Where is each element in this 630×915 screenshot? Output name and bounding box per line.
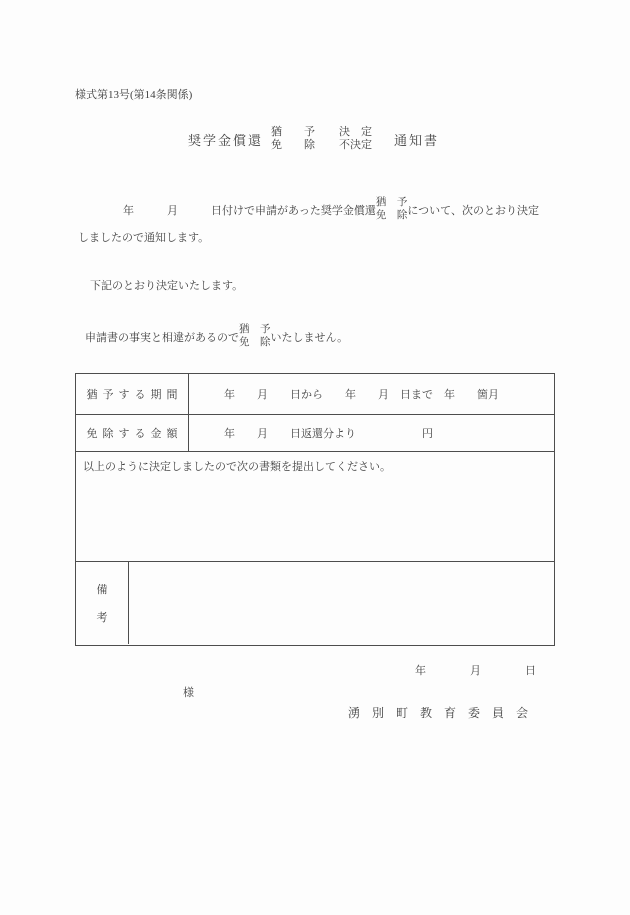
form-number: 様式第13号(第14条関係) [75,89,193,101]
intro-choice-deferment: 猶 予 [375,197,408,209]
rejection-closing-text: いたしません。 [270,332,349,344]
decision-table [75,373,555,646]
remarks-label [76,562,129,644]
title-choice-exemption: 免 除 [271,139,316,151]
intro-paragraph-line1 [78,196,578,224]
remarks-label-top: 備 [96,583,108,596]
table-row-instruction [76,452,554,562]
intro-deferment-exemption-choice [376,197,408,223]
statement-rejected [85,323,348,351]
submission-instruction-text: 以上のように決定しましたので次の書類を提出してください。 [83,461,391,473]
table-row-remarks [76,562,554,644]
title-choice-not-decided: 不決定 [339,139,373,151]
document-title [188,122,439,156]
title-deferment-exemption-choice [271,126,315,153]
intro-decision-text: について、次のとおり決定 [407,205,539,217]
intro-date-application-text: 年 月 日付けで申請があった奨学金償還 [123,205,376,217]
title-decision-choice [339,126,372,153]
remarks-label-bottom: 考 [96,612,108,625]
exemption-amount-value: 年 月 日返還分より 円 [224,428,433,440]
deferment-period-value: 年 月 日から 年 月 日まで 年 箇月 [224,389,499,401]
remarks-value [129,562,554,644]
table-row-deferment-period [76,374,554,415]
intro-paragraph-line2: しましたので通知します。 [78,232,210,244]
intro-choice-exemption: 免 除 [375,210,408,221]
addressee-honorific: 様 [183,687,194,699]
statement-approved: 下記のとおり決定いたします。 [90,280,244,292]
title-subject: 奨学金償還 [188,132,264,148]
title-suffix: 通知書 [394,132,440,148]
exemption-amount-label: 免除する金額 [76,415,189,451]
rejection-choice-deferment: 猶 予 [239,324,271,336]
footer-date: 年 月 日 [415,665,536,677]
title-choice-decided: 決 定 [339,125,373,138]
issuer-name: 湧別町教育委員会 [348,706,541,720]
rejection-choice-exemption: 免 除 [239,337,271,348]
rejection-deferment-exemption-choice [239,324,271,350]
deferment-period-label: 猶予する期間 [76,374,189,414]
table-row-exemption-amount [76,415,554,452]
rejection-reason-text: 申請書の事実と相違があるので [85,332,239,344]
title-choice-deferment: 猶 予 [271,125,316,138]
